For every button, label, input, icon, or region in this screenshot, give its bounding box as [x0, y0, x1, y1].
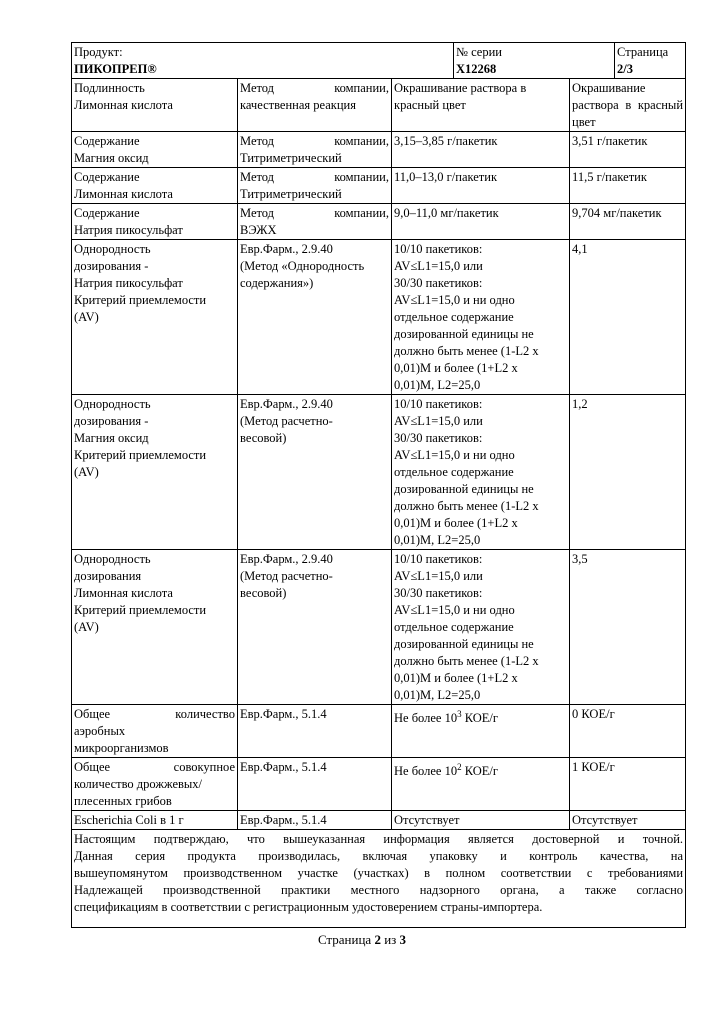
footer-total-pages: 3: [399, 932, 407, 947]
specification-cell: 3,15–3,85 г/пакетик: [392, 132, 570, 168]
method-cell: Евр.Фарм., 5.1.4: [238, 705, 392, 758]
parameter-cell: Подлинность Лимонная кислота: [72, 79, 238, 132]
result-cell: 1,2: [570, 395, 686, 550]
method-cell: Метод компании, качественная реакция: [238, 79, 392, 132]
specification-cell: Не более $10^2$ КОЕ/г: [392, 758, 570, 811]
result-cell: Окрашивание раствора в красный цвет: [570, 79, 686, 132]
table-row: [72, 240, 686, 395]
certification-row: [72, 830, 686, 928]
parameter-cell: Однородность дозирования - Магния оксид Критерий приемлемости (AV): [72, 395, 238, 550]
method-cell: Евр.Фарм., 5.1.4: [238, 758, 392, 811]
parameter-cell: Содержание Натрия пикосульфат: [72, 204, 238, 240]
parameter-cell: Общее количество аэробных микроорганизмов: [72, 705, 238, 758]
page-label: Страница: [617, 45, 669, 59]
method-cell: Евр.Фарм., 2.9.40 (Метод «Однородность содержания»): [238, 240, 392, 395]
batch-label: № серии: [456, 45, 502, 59]
product-name: ПИКОПРЕП®: [74, 62, 157, 76]
product-cell: [72, 43, 454, 79]
result-cell: 3,5: [570, 550, 686, 705]
batch-number: X12268: [456, 62, 497, 76]
table-row: [72, 168, 686, 204]
table-row: [72, 395, 686, 550]
batch-cell: [454, 43, 615, 79]
result-cell: 9,704 мг/пакетик: [570, 204, 686, 240]
table-row: [72, 132, 686, 168]
product-label: Продукт:: [74, 45, 123, 59]
table-row: [72, 79, 686, 132]
specification-cell: 9,0–11,0 мг/пакетик: [392, 204, 570, 240]
page-footer: Страница 2 из 3: [317, 932, 407, 947]
table-row: [72, 811, 686, 830]
specification-cell: 10/10 пакетиков: AV≤L1=15,0 или 30/30 пакетиков: AV≤L1=15,0 и ни одно отдельное содержание дозированной единицы не должно быть менее (1-L2 x 0,01)M и более (1+L2 x 0,01)M, L2=25,0: [392, 240, 570, 395]
table-row: [72, 550, 686, 705]
method-cell: Евр.Фарм., 2.9.40 (Метод расчетно- весовой): [238, 395, 392, 550]
specification-cell: 10/10 пакетиков: AV≤L1=15,0 или 30/30 пакетиков: AV≤L1=15,0 и ни одно отдельное содержание дозированной единицы не должно быть менее (1-L2 x 0,01)M и более (1+L2 x 0,01)M, L2=25,0: [392, 395, 570, 550]
specification-cell: 10/10 пакетиков: AV≤L1=15,0 или 30/30 пакетиков: AV≤L1=15,0 и ни одно отдельное содержание дозированной единицы не должно быть менее (1-L2 x 0,01)M и более (1+L2 x 0,01)M, L2=25,0: [392, 550, 570, 705]
page-cell: [615, 43, 686, 79]
page-number: 2/3: [617, 62, 634, 76]
specification-cell: Отсутствует: [392, 811, 570, 830]
table-row: [72, 204, 686, 240]
header-row: [72, 43, 686, 79]
specification-cell: Не более $10^3$ КОЕ/г: [392, 705, 570, 758]
result-cell: 1 КОЕ/г: [570, 758, 686, 811]
specification-cell: Окрашивание раствора в красный цвет: [392, 79, 570, 132]
result-cell: 3,51 г/пакетик: [570, 132, 686, 168]
result-cell: 11,5 г/пакетик: [570, 168, 686, 204]
table-row: [72, 705, 686, 758]
parameter-cell: Однородность дозирования - Натрия пикосульфат Критерий приемлемости (AV): [72, 240, 238, 395]
method-cell: Евр.Фарм., 5.1.4: [238, 811, 392, 830]
method-cell: Евр.Фарм., 2.9.40 (Метод расчетно- весовой): [238, 550, 392, 705]
parameter-cell: Содержание Магния оксид: [72, 132, 238, 168]
certification-statement: Настоящим подтверждаю, что вышеуказанная информация является достоверной и точной. Данная серия продукта производилась, включая упаковку и контроль качества, на вышеупомянутом производственном участке (участках) в полном соответствии с требованиями Надлежащей производственной практики местного надзорного органа, а также согласно спецификациям в соответствии с регистрационным удостоверением страны-импортера.: [72, 830, 686, 928]
parameter-cell: Содержание Лимонная кислота: [72, 168, 238, 204]
table-row: [72, 758, 686, 811]
specification-cell: 11,0–13,0 г/пакетик: [392, 168, 570, 204]
method-cell: Метод компании, Титриметрический: [238, 168, 392, 204]
footer-current-page: 2: [374, 932, 381, 947]
result-cell: 4,1: [570, 240, 686, 395]
results-table: [71, 42, 686, 928]
result-cell: 0 КОЕ/г: [570, 705, 686, 758]
result-cell: Отсутствует: [570, 811, 686, 830]
method-cell: Метод компании, Титриметрический: [238, 132, 392, 168]
method-cell: Метод компании, ВЭЖХ: [238, 204, 392, 240]
parameter-cell: Escherichia Coli в 1 г: [72, 811, 238, 830]
parameter-cell: Однородность дозирования Лимонная кислота Критерий приемлемости (AV): [72, 550, 238, 705]
parameter-cell: Общее совокупное количество дрожжевых/ плесенных грибов: [72, 758, 238, 811]
